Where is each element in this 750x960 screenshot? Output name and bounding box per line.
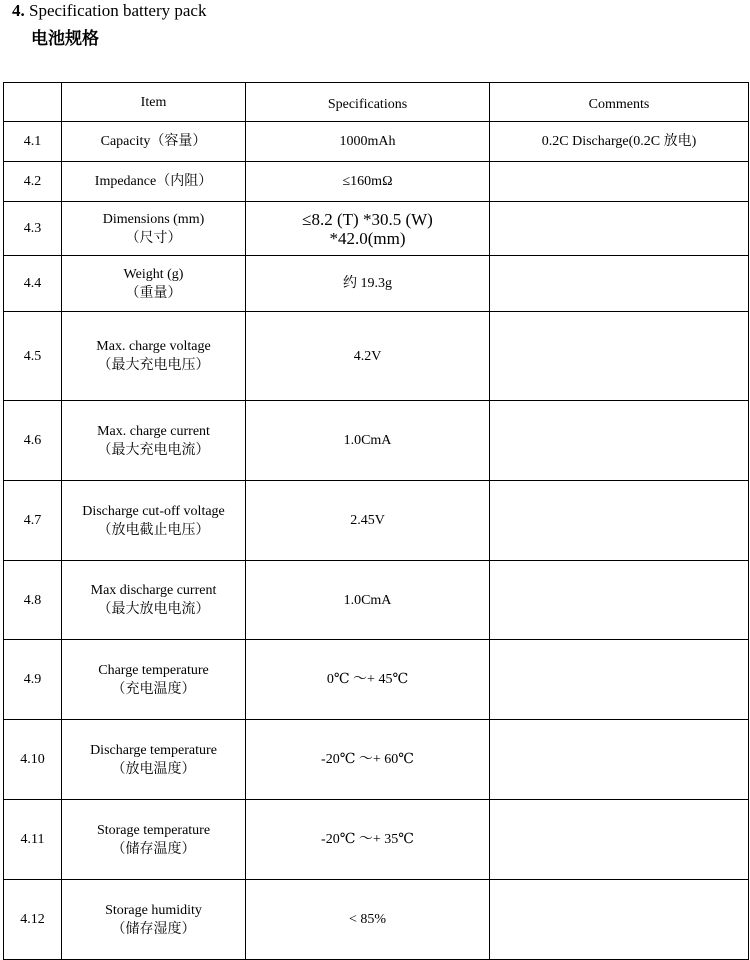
item-cell (62, 481, 246, 561)
item-cell (62, 122, 246, 162)
spec-value: ≤160mΩ (342, 174, 393, 189)
table-header-row (4, 83, 749, 122)
section-subtitle: 电池规格 (31, 29, 99, 49)
table-row (4, 202, 749, 256)
spec-value: 1.0CmA (343, 433, 392, 448)
item-label: Discharge cut-off voltage (82, 503, 225, 519)
table-row (4, 312, 749, 401)
row-number: 4.5 (4, 312, 62, 401)
item-cell (62, 880, 246, 960)
row-number: 4.8 (4, 561, 62, 640)
spec-value: 1.0CmA (343, 592, 392, 608)
item-cell (62, 202, 246, 256)
spec-value-line-1: ≤8.2 (T) *30.5 (W) (302, 209, 433, 229)
comment-cell (490, 162, 749, 202)
section-heading (12, 1, 206, 21)
row-number: 4.7 (4, 481, 62, 561)
item-label: Charge temperature (98, 662, 209, 678)
item-label-zh: （放电截止电压） (97, 522, 210, 538)
spec-value: 约 19.3g (343, 276, 392, 291)
table-row (4, 640, 749, 720)
item-cell (62, 720, 246, 800)
spec-value: 2.45V (350, 513, 385, 528)
item-label-zh: （最大充电电压） (97, 358, 210, 373)
item-label: Max. charge current (97, 423, 210, 439)
table-row (4, 401, 749, 481)
table-row (4, 162, 749, 202)
item-cell (62, 640, 246, 720)
row-number: 4.3 (4, 202, 62, 256)
comment-cell (490, 800, 749, 880)
comment-cell (490, 720, 749, 800)
row-number: 4.11 (4, 800, 62, 880)
spec-value-line-2: *42.0(mm) (329, 228, 406, 248)
table-row (4, 481, 749, 561)
header-no (4, 83, 62, 122)
spec-cell (246, 640, 490, 720)
spec-cell (246, 561, 490, 640)
item-label-zh: （充电温度） (111, 681, 196, 697)
header-comments: Comments (490, 83, 749, 122)
spec-value: -20℃ ～+ 60℃ (321, 752, 414, 767)
spec-value: 0℃ ～+ 45℃ (326, 672, 409, 687)
item-cell (62, 162, 246, 202)
header-specifications: Specifications (246, 83, 490, 122)
item-label: Discharge temperature (90, 742, 217, 758)
row-number: 4.12 (4, 880, 62, 960)
row-number: 4.6 (4, 401, 62, 481)
item-label-zh: （放电温度） (111, 761, 196, 777)
item-label-zh: （最大充电电流） (97, 442, 210, 458)
spec-cell (246, 122, 490, 162)
comment-cell (490, 481, 749, 561)
spec-cell (246, 162, 490, 202)
spec-cell (246, 481, 490, 561)
table-row (4, 720, 749, 800)
spec-value: 4.2V (353, 348, 382, 364)
spec-cell (246, 401, 490, 481)
table-row (4, 800, 749, 880)
table-row (4, 122, 749, 162)
row-number: 4.10 (4, 720, 62, 800)
comment-cell (490, 312, 749, 401)
table-row (4, 561, 749, 640)
row-number: 4.9 (4, 640, 62, 720)
row-number: 4.1 (4, 122, 62, 162)
item-label-zh: （储存温度） (111, 841, 196, 857)
item-cell (62, 401, 246, 481)
spec-cell (246, 202, 490, 256)
item-cell (62, 256, 246, 312)
item-label: Max discharge current (90, 583, 217, 598)
comment-cell (490, 256, 749, 312)
table-row (4, 256, 749, 312)
item-cell (62, 561, 246, 640)
spec-cell (246, 880, 490, 960)
item-label-zh: （尺寸） (125, 230, 182, 246)
comment-cell (490, 640, 749, 720)
section-title: Specification battery pack (29, 1, 207, 20)
spec-table (3, 82, 749, 960)
item-label-zh: （重量） (125, 285, 182, 301)
item-label-zh: （储存湿度） (111, 921, 196, 937)
spec-cell (246, 720, 490, 800)
comment-cell (490, 880, 749, 960)
row-number: 4.4 (4, 256, 62, 312)
comment-cell (490, 202, 749, 256)
comment-cell (490, 401, 749, 481)
spec-value: < 85% (348, 912, 387, 927)
item-cell (62, 800, 246, 880)
item-label: Weight (g) (123, 266, 184, 282)
header-item: Item (62, 83, 246, 122)
item-label: Impedance（内阻） (94, 174, 213, 189)
comment-cell: 0.2C Discharge(0.2C 放电) (490, 122, 749, 162)
section-number: 4. (12, 1, 25, 20)
spec-cell (246, 256, 490, 312)
spec-cell (246, 800, 490, 880)
item-label: Max. charge voltage (96, 339, 211, 354)
spec-cell (246, 312, 490, 401)
comment-cell (490, 561, 749, 640)
item-label-zh: （最大放电电流） (97, 602, 210, 617)
item-cell (62, 312, 246, 401)
item-label: Dimensions (mm) (102, 211, 205, 227)
item-label: Capacity（容量） (100, 134, 207, 149)
item-label: Storage humidity (105, 902, 202, 918)
spec-value: 1000mAh (339, 134, 396, 149)
row-number: 4.2 (4, 162, 62, 202)
table-row (4, 880, 749, 960)
item-label: Storage temperature (96, 822, 211, 838)
spec-value: -20℃ ～+ 35℃ (321, 832, 414, 847)
